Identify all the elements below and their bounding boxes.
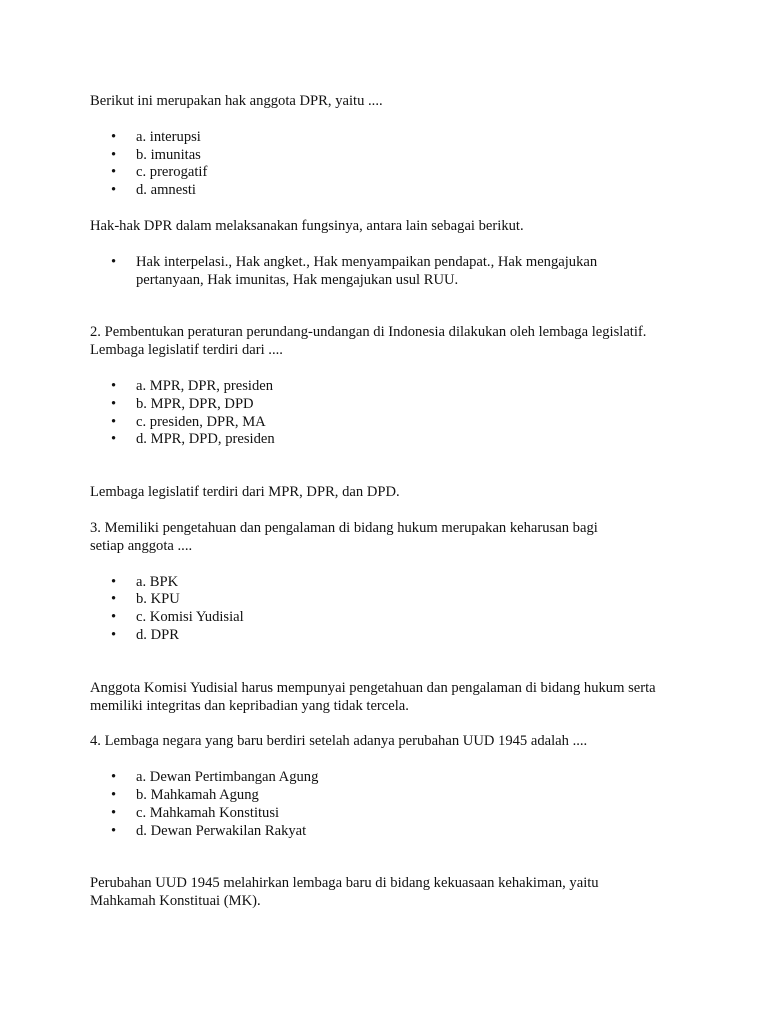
bullet-icon: • [111,609,117,626]
option-item: • a. MPR, DPR, presiden [111,377,274,394]
question-4-options [90,769,690,840]
bullet-icon: • [111,769,117,786]
question-3-text: 3. Memiliki pengetahuan dan pengalaman di bidang hukum merupakan keharusan bagi setiap anggota .... [90,519,598,554]
bullet-icon: • [111,128,117,145]
option-item: • b. imunitas [111,146,201,163]
bullet-icon: • [111,626,117,643]
bullet-icon: • [111,786,117,803]
explanation-bullet-item: • Hak interpelasi., Hak angket., Hak menyampaikan pendapat., Hak mengajukan pertanyaan, Hak imunitas, Hak mengajukan usul RUU. [111,253,598,288]
bullet-icon: • [111,182,117,199]
bullet-icon: • [111,573,117,590]
document-page [90,93,690,911]
question-4-text: 4. Lembaga negara yang baru berdiri setelah adanya perubahan UUD 1945 adalah .... [90,733,588,750]
option-item: • b. MPR, DPR, DPD [111,395,254,412]
option-item: • c. Mahkamah Konstitusi [111,804,280,821]
option-item: • c. presiden, DPR, MA [111,413,266,430]
answer-3-text: Anggota Komisi Yudisial harus mempunyai pengetahuan dan pengalaman di bidang hukum serta memiliki integritas dan kepribadian yang tidak tercela. [90,679,656,714]
bullet-icon: • [111,804,117,821]
explanation-1-text: Hak-hak DPR dalam melaksanakan fungsinya, antara lain sebagai berikut. [90,217,524,234]
question-1-options [90,129,690,200]
answer-4-text: Perubahan UUD 1945 melahirkan lembaga baru di bidang kekuasaan kehakiman, yaitu Mahkamah Konstituai (MK). [90,875,599,910]
question-1-text: Berikut ini merupakan hak anggota DPR, yaitu .... [90,93,383,109]
bullet-icon: • [111,591,117,608]
question-2-options [90,378,690,449]
option-item: • d. Dewan Perwakilan Rakyat [111,822,307,839]
question-3-options [90,574,690,645]
option-item: • a. interupsi [111,128,201,145]
option-item: • d. DPR [111,626,179,643]
option-item: • a. Dewan Pertimbangan Agung [111,769,319,786]
bullet-icon: • [111,164,117,181]
answer-2-text: Lembaga legislatif terdiri dari MPR, DPR, dan DPD. [90,484,400,501]
bullet-icon: • [111,431,117,448]
bullet-icon: • [111,146,117,163]
option-item: • a. BPK [111,573,179,590]
bullet-icon: • [111,253,117,270]
bullet-icon: • [111,377,117,394]
option-item: • c. Komisi Yudisial [111,609,244,626]
option-item: • d. amnesti [111,182,196,199]
bullet-icon: • [111,395,117,412]
bullet-icon: • [111,413,117,430]
explanation-1-list [90,254,690,290]
question-2-text: 2. Pembentukan peraturan perundang-undangan di Indonesia dilakukan oleh lembaga legislatif. Lembaga legislatif terdiri dari .... [90,324,647,359]
option-item: • b. KPU [111,591,180,608]
option-item: • d. MPR, DPD, presiden [111,431,275,448]
option-item: • b. Mahkamah Agung [111,786,259,803]
bullet-icon: • [111,822,117,839]
option-item: • c. prerogatif [111,164,208,181]
